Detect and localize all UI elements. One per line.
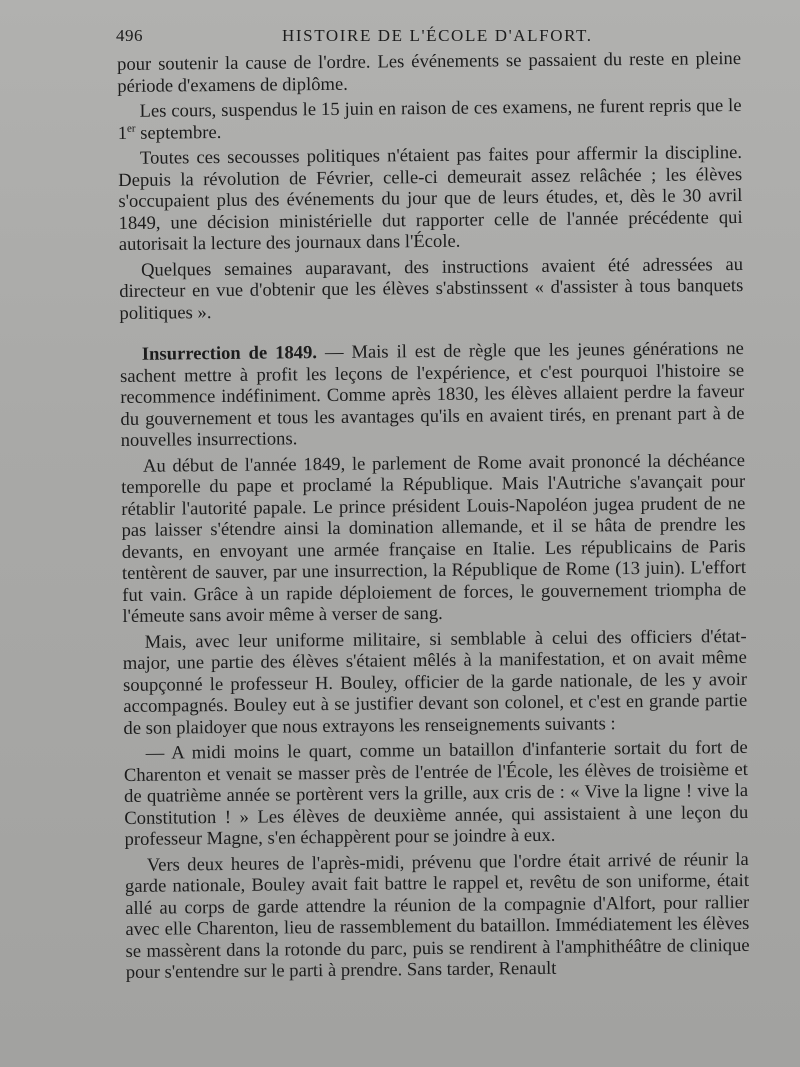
paragraph (121, 449, 747, 627)
paragraph-text: septembre. (135, 121, 222, 144)
ordinal-superscript: er (126, 122, 136, 135)
running-title: HISTOIRE DE L'ÉCOLE D'ALFORT. (282, 26, 593, 45)
paragraph (123, 625, 748, 738)
paragraph (124, 737, 749, 850)
page-header (116, 26, 746, 50)
paragraph (117, 95, 741, 144)
paragraph (117, 48, 741, 97)
paragraph-text: Mais, avec leur uniforme militaire, si semblable à celui des officiers d'état-major, une partie des élèves s'étaient mêlés à la manifestation, et on avait même soupçonné le professeur H. Bouley, officier de la garde nationale, de les y avoir accompagnés. Bouley eut à se justifier devant son colonel, et c'est en grande partie de son plaidoyer que nous extrayons les renseignements suivants : (122, 625, 748, 739)
paragraph-text: Vers deux heures de l'après-midi, prévenu que l'ordre était arrivé de réunir la garde nationale, Bouley avait fait battre le rappel et, revêtu de son uniforme, était allé au corps de garde attendre la réunion de la compagnie d'Alfort, pour rallier avec elle Charenton, lieu de rassemblement du bataillon. Immédiatement les élèves se massèrent dans la rotonde du parc, puis se rendirent à l'amphithéâtre de clinique pour s'entendre sur le parti à prendre. Sans tarder, Renault (124, 848, 750, 983)
paragraph-text: — A midi moins le quart, comme un bataillon d'infanterie sortait du fort de Charenton et venait se masser près de l'entrée de l'École, les élèves de troisième et de quatrième année se portèrent vers la grille, aux cris de : « Vive la ligne ! vive la Constitution ! » Les élèves de deuxième année, qui assistaient à une leçon du professeur Magne, s'en échappèrent pour se joindre à eux. (123, 736, 749, 850)
paragraph (125, 848, 750, 983)
paragraph (119, 254, 744, 324)
section-paragraph (120, 338, 745, 451)
page-number: 496 (116, 26, 143, 45)
paragraph (118, 142, 743, 255)
paragraph-text: Quelques semaines auparavant, des instructions avaient été adressées au directeur en vue d'obtenir que les élèves s'abstinssent « d'assister à tous banquets politiques ». (119, 253, 744, 324)
paragraph-text: — Mais il est de règle que les jeunes générations ne sachent mettre à profit les leçons de l'expérience, et c'est pourquoi l'histoire se recommence indéfiniment. Comme après 1830, les élèves allaient perdre la faveur du gouvernement et tous les avantages qu'ils en avaient tirés, en prenant part à de nouvelles insurrections. (119, 337, 745, 451)
section-title: Insurrection de 1849. (141, 342, 318, 365)
paragraph-text: Toutes ces secousses politiques n'étaient pas faites pour affermir la discipline. Depuis la révolution de Février, celle-ci demeurait assez relâchée ; les élèves s'occupaient plus des événements du jour que de leurs études, et, dès le 30 avril 1849, une décision ministérielle dut rapporter celle de l'année précédente qui autorisait la lecture des journaux dans l'École. (118, 142, 743, 255)
paragraph-text: Les cours, suspendus le 15 juin en raison de ces examens, ne furent repris que le 1 (117, 95, 742, 144)
body-text (117, 48, 750, 987)
paragraph-text: pour soutenir la cause de l'ordre. Les événements se passaient du reste en pleine période d'examens de diplôme. (117, 48, 742, 97)
paragraph-text: Au début de l'année 1849, le parlement de Rome avait prononcé la déchéance temporelle du pape et proclamé la République. Mais l'Autriche s'avançait pour rétablir l'autorité papale. Le prince président Louis-Napoléon jugea prudent de ne pas laisser s'étendre ainsi la domination allemande, et il se hâta de prendre les devants, en envoyant une armée française en Italie. Les républicains de Paris tentèrent de sauver, par une insurrection, la République de Rome (13 juin). L'effort fut vain. Grâce à un rapide déploiement de forces, le gouvernement triompha de l'émeute sans avoir même à verser de sang. (121, 449, 747, 627)
